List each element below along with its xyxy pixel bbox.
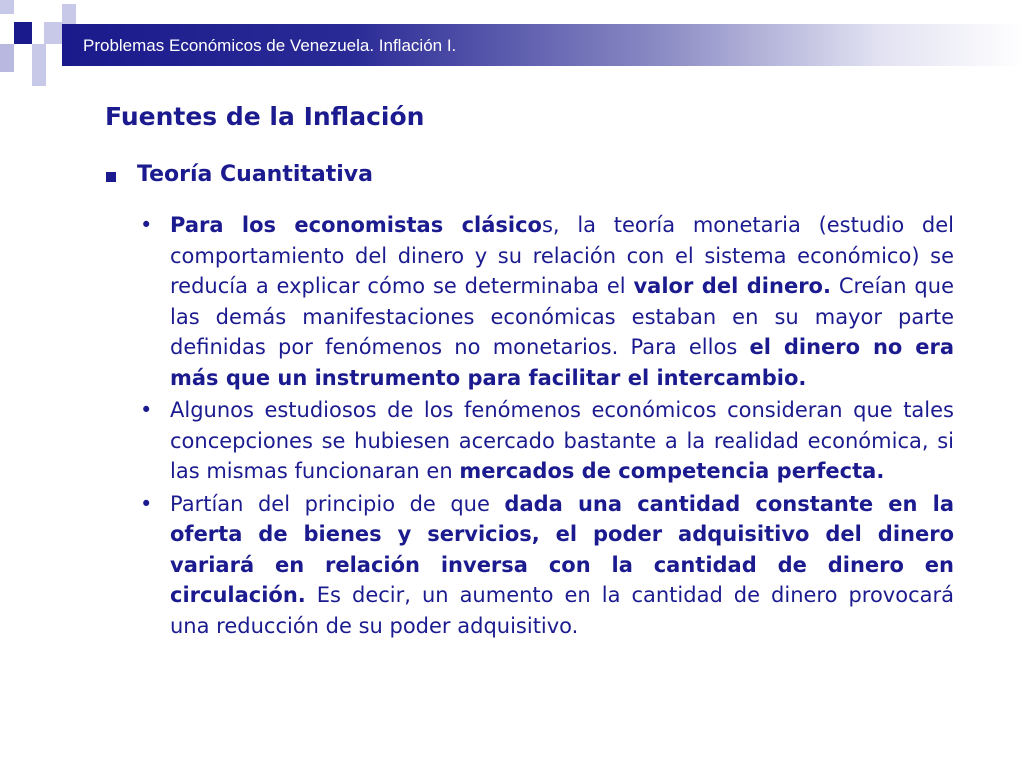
bullet-dot-icon: •: [140, 213, 153, 237]
bullet-text-bold: Para los economistas clásico: [170, 213, 542, 237]
section-heading: Teoría Cuantitativa: [137, 162, 373, 187]
bullet-text-bold: mercados de competencia perfecta.: [459, 459, 885, 483]
bullet-text-run: s, la teoría monetaria (estudio del comportamiento del dinero y su relación con el sistema económico) se reducía a explicar cómo se determinaba el: [170, 213, 955, 298]
bullet-text-bold: valor del dinero.: [633, 274, 831, 298]
decorative-square: [32, 44, 46, 66]
bullet-text-run: Algunos estudiosos de los fenómenos económicos consideran que tales concepciones se hubiesen acercado bastante a la realidad económica, si las mismas funcionaran en: [170, 398, 954, 483]
section-bullet-icon: [106, 172, 116, 182]
decorative-square: [0, 0, 14, 14]
bullet-item: [140, 395, 954, 487]
slide-title: Fuentes de la Inflación: [105, 102, 425, 131]
bullet-dot-icon: •: [140, 398, 153, 422]
bullet-text: [170, 398, 954, 483]
decorative-square: [14, 22, 32, 44]
bullet-item: [140, 210, 954, 393]
bullet-text-run: Es decir, un aumento en la cantidad de dinero provocará una reducción de su poder adquisitivo.: [170, 583, 954, 638]
decorative-square: [0, 44, 14, 72]
bullet-text: [170, 492, 954, 638]
bullet-item: [140, 489, 954, 642]
header-title: Problemas Económicos de Venezuela. Inflación I.: [83, 36, 457, 55]
bullet-text: [170, 213, 954, 390]
bullet-text-bold: el dinero no era más que un instrumento para facilitar el intercambio.: [170, 335, 954, 390]
decorative-square: [32, 66, 46, 86]
decorative-square: [62, 4, 76, 24]
bullet-dot-icon: •: [140, 491, 153, 516]
bullet-list: [140, 210, 954, 643]
bullet-text-run: Partían del principio de que: [170, 491, 505, 516]
bullet-text-run: Creían que las demás manifestaciones económicas estaban en su mayor parte definidas por fenómenos no monetarios. Para ellos: [170, 274, 954, 359]
bullet-text-bold: dada una cantidad constante en la oferta de bienes y servicios, el poder adquisitivo del dinero variará en relación inversa con la cantidad de dinero en circulación.: [170, 491, 954, 607]
decorative-square: [44, 22, 62, 44]
